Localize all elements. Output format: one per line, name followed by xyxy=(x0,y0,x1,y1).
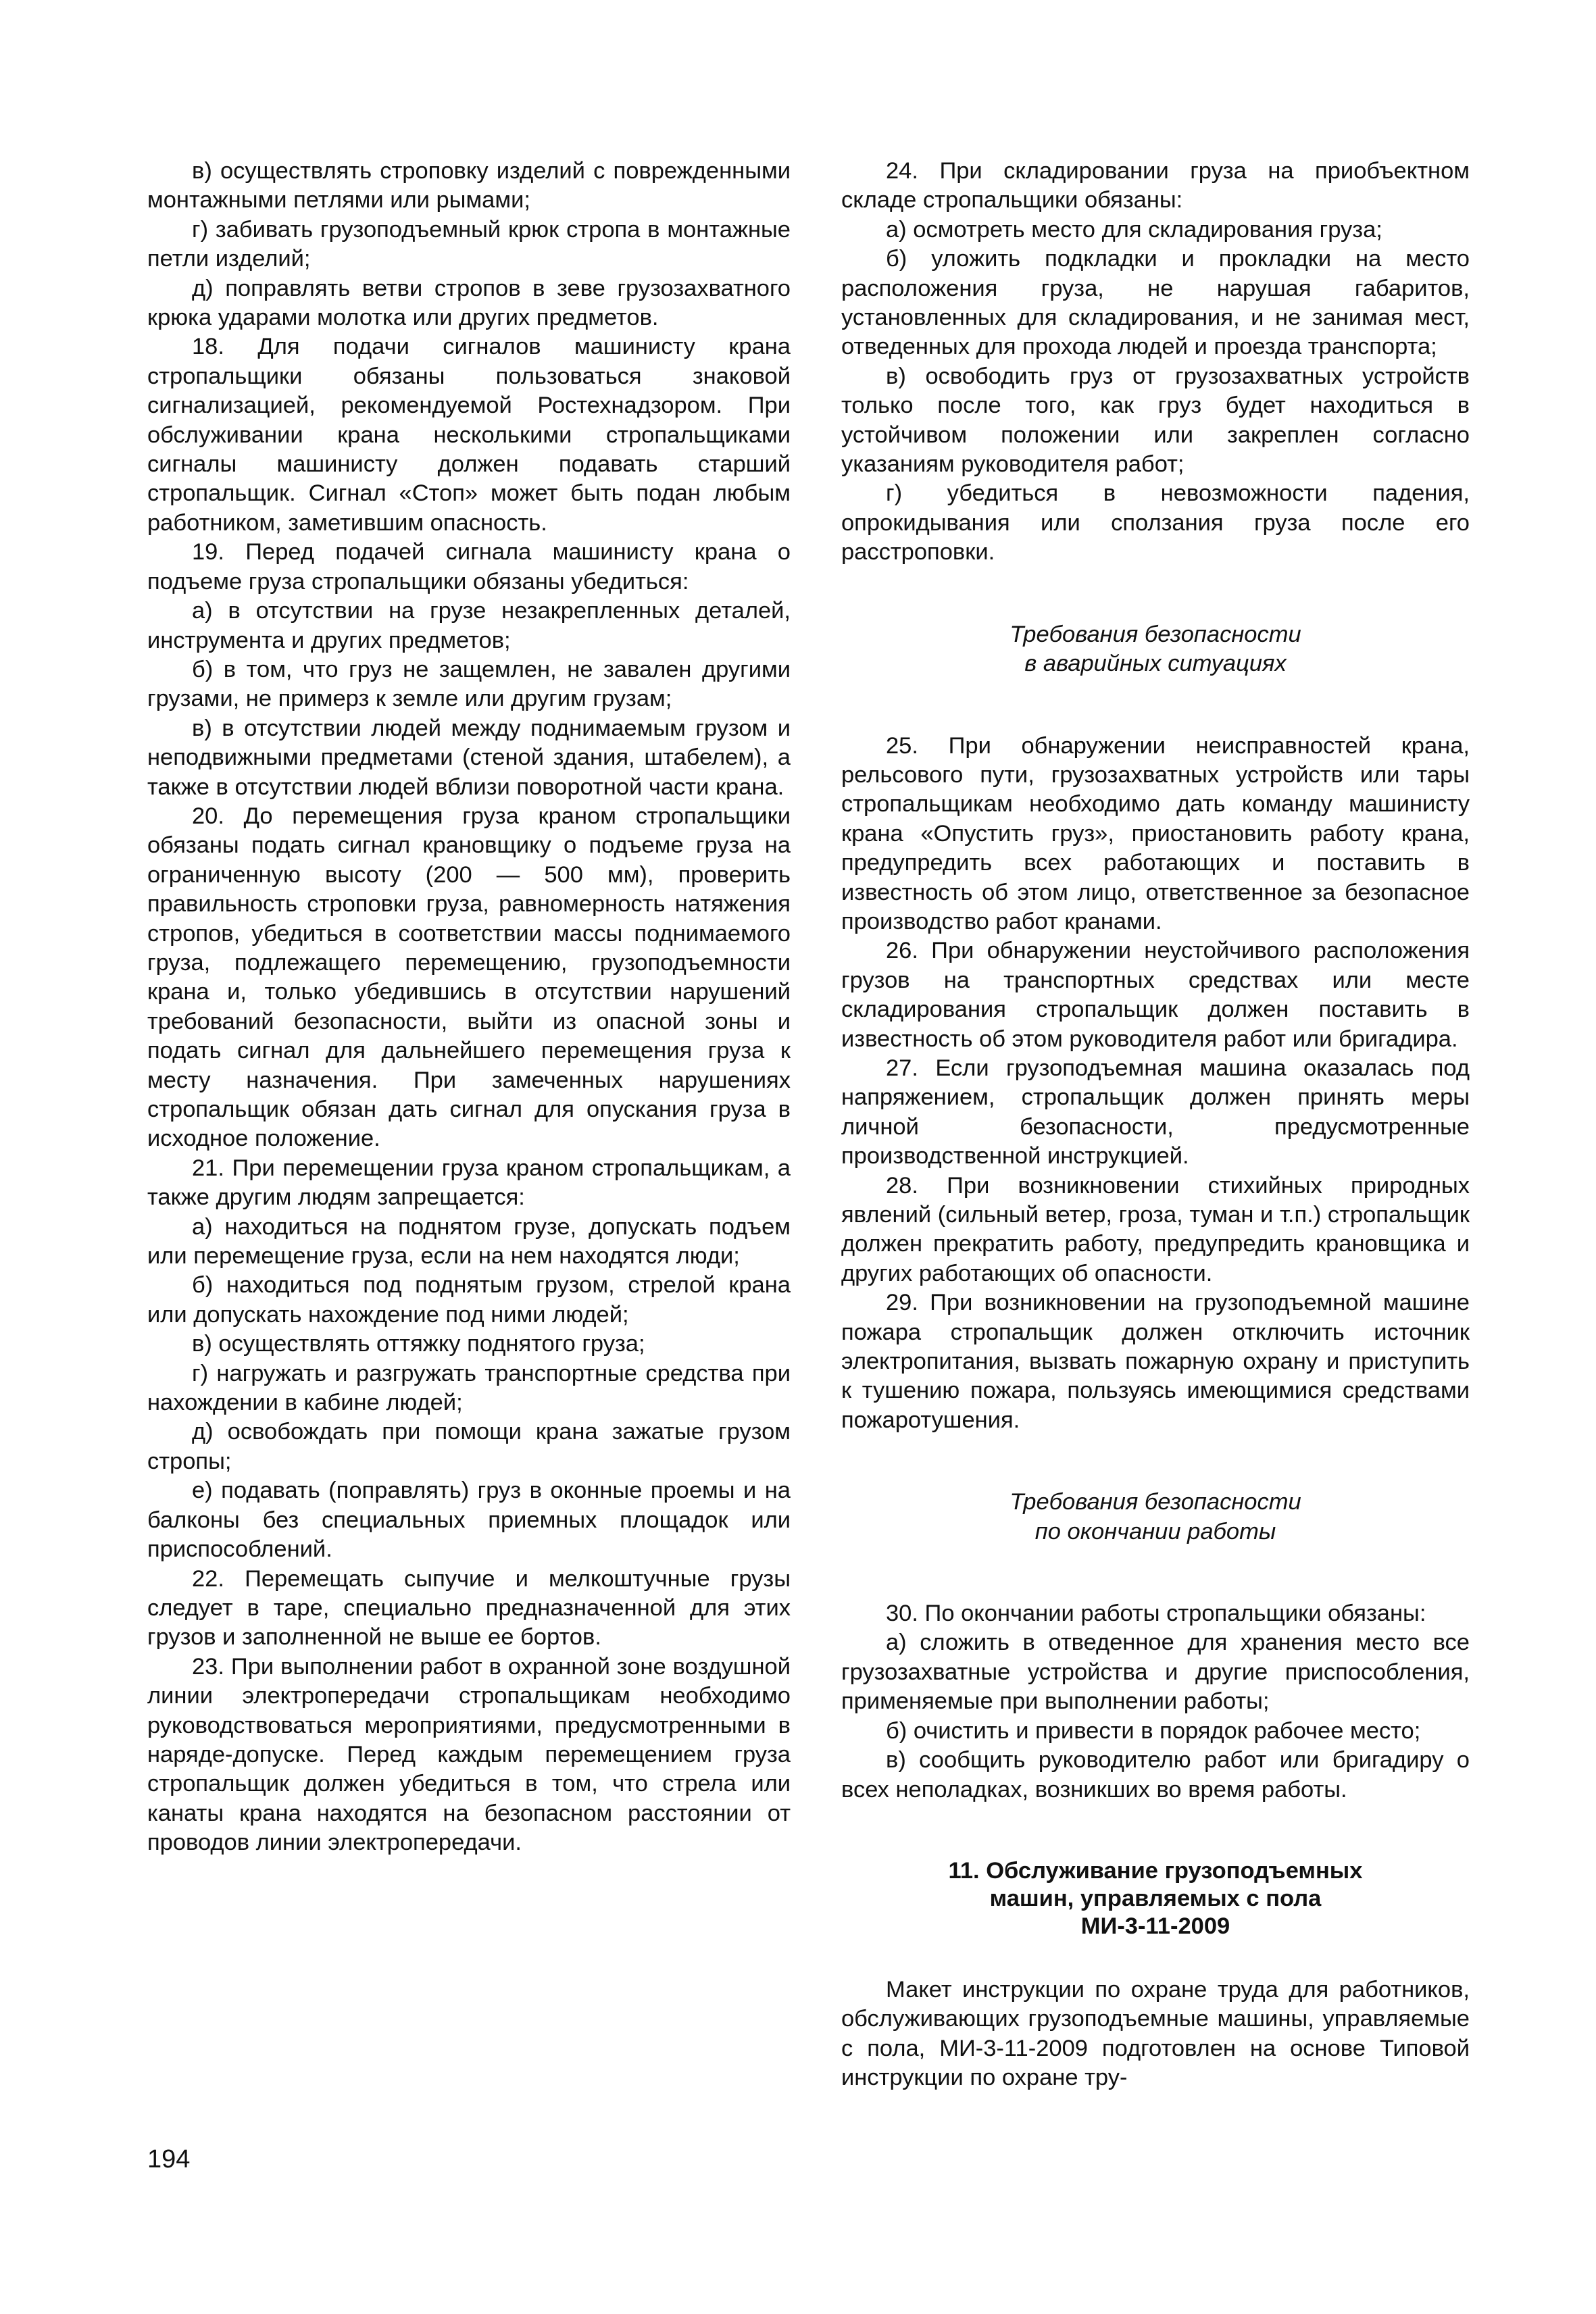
paragraph: в) осуществлять оттяжку поднятого груза; xyxy=(192,1331,645,1357)
paragraph: 21. При перемещении груза краном стропальщикам, а также другим людям запрещается: xyxy=(147,1155,791,1211)
paragraph: а) сложить в отведенное для хранения место все грузозахватные устройства и другие приспособления, применяемые при выполнении работы; xyxy=(841,1630,1470,1715)
paragraph: г) забивать грузоподъемный крюк стропа в монтажные петли изделий; xyxy=(147,216,791,272)
section-heading: 11. Обслуживание грузоподъемных машин, управляемых с пола МИ-3-11-2009 xyxy=(948,1857,1363,1939)
paragraph: а) в отсутствии на грузе незакрепленных деталей, инструмента и других предметов; xyxy=(147,598,791,653)
paragraph: г) убедиться в невозможности падения, опрокидывания или сползания груза после его расстроповки. xyxy=(841,480,1470,565)
paragraph: б) очистить и привести в порядок рабочее место; xyxy=(886,1717,1421,1744)
paragraph: г) нагружать и разгружать транспортные средства при нахождении в кабине людей; xyxy=(147,1360,791,1416)
paragraph: в) осуществлять строповку изделий с поврежденными монтажными петлями или рымами; xyxy=(147,158,791,213)
paragraph: в) освободить груз от грузозахватных устройств только после того, как груз будет находиться в устойчивом положении или закреплен согласно указаниям руководителя работ; xyxy=(841,363,1470,478)
paragraph: 20. До перемещения груза краном стропальщики обязаны подать сигнал крановщику о подъеме груза на ограниченную высоту (200 — 500 мм), проверить правильность строповки груза, равномерность натяжения стропов, убедиться в соответствии массы поднимаемого груза, подлежащего перемещению, грузоподъемности крана и, только убедившись в отсутствии нарушений требований безопасности, выйти из опасной зоны и подать сигнал для дальнейшего перемещения груза к месту назначения. При замеченных нарушениях стропальщик обязан дать сигнал для опускания груза в исходное положение. xyxy=(147,803,791,1152)
paragraph: 19. Перед подачей сигнала машинисту крана о подъеме груза стропальщики обязаны убедиться: xyxy=(147,539,791,595)
paragraph: в) в отсутствии людей между поднимаемым грузом и неподвижными предметами (стеной здания, штабелем), а также в отсутствии людей вблизи поворотной части крана. xyxy=(147,715,791,800)
paragraph: а) находиться на поднятом грузе, допускать подъем или перемещение груза, если на нем находятся люди; xyxy=(147,1213,791,1269)
paragraph: в) сообщить руководителю работ или бригадиру о всех неполадках, возникших во время работы. xyxy=(841,1747,1470,1803)
right-column xyxy=(841,157,1470,2093)
paragraph: 26. При обнаружении неустойчивого расположения грузов на транспортных средствах или месте складирования стропальщик должен поставить в известность об этом руководителя работ или бригадира. xyxy=(841,938,1470,1052)
paragraph: а) осмотреть место для складирования груза; xyxy=(886,216,1382,243)
paragraph: 29. При возникновении на грузоподъемной машине пожара стропальщик должен отключить источник электропитания, вызвать пожарную охрану и приступить к тушению пожара, пользуясь имеющимися средствами пожаротушения. xyxy=(841,1290,1470,1433)
paragraph: Макет инструкции по охране труда для работников, обслуживающих грузоподъемные машины, управляемые с пола, МИ-3-11-2009 подготовлен на основе Типовой инструкции по охране тру- xyxy=(841,1976,1470,2091)
paragraph: 30. По окончании работы стропальщики обязаны: xyxy=(886,1601,1426,1627)
left-column xyxy=(147,157,791,1858)
paragraph: д) поправлять ветви стропов в зеве грузозахватного крюка ударами молотка или других предметов. xyxy=(147,275,791,331)
paragraph: 27. Если грузоподъемная машина оказалась под напряжением, стропальщик должен принять меры личной безопасности, предусмотренные производственной инструкцией. xyxy=(841,1055,1470,1169)
paragraph: 24. При складировании груза на приобъектном складе стропальщики обязаны: xyxy=(841,158,1470,213)
paragraph: б) в том, что груз не защемлен, не завален другими грузами, не примерз к земле или другим грузам; xyxy=(147,656,791,712)
paragraph: б) находиться под поднятым грузом, стрелой крана или допускать нахождение под ними людей; xyxy=(147,1272,791,1328)
paragraph: б) уложить подкладки и прокладки на место расположения груза, не нарушая габаритов, установленных для складирования, и не занимая мест, отведенных для прохода людей и проезда транспорта; xyxy=(841,246,1470,360)
paragraph: 28. При возникновении стихийных природных явлений (сильный ветер, гроза, туман и т.п.) стропальщик должен прекратить работу, предупредить крановщика и других работающих об опасности. xyxy=(841,1172,1470,1286)
paragraph: д) освобождать при помощи крана зажатые грузом стропы; xyxy=(147,1419,791,1474)
paragraph: 25. При обнаружении неисправностей крана, рельсового пути, грузозахватных устройств или тары стропальщикам необходимо дать команду машинисту крана «Опустить груз», приостановить работу крана, предупредить всех работающих и поставить в известность об этом лицо, ответственное за безопасное производство работ кранами. xyxy=(841,732,1470,934)
paragraph: 22. Перемещать сыпучие и мелкоштучные грузы следует в таре, специально предназначенной для этих грузов и заполненной не выше ее бортов. xyxy=(147,1565,791,1651)
paragraph: 18. Для подачи сигналов машинисту крана стропальщики обязаны пользоваться знаковой сигнализацией, рекомендуемой Ростехнадзором. При обслуживании крана несколькими стропальщиками сигналы машинисту должен подавать старший стропальщик. Сигнал «Стоп» может быть подан любым работником, заметившим опасность. xyxy=(147,334,791,536)
paragraph: 23. При выполнении работ в охранной зоне воздушной линии электропередачи стропальщикам необходимо руководствоваться мероприятиями, предусмотренными в наряде-допуске. Перед каждым перемещением груза стропальщик должен убедиться в том, что стрела или канаты крана находятся на безопасном расстоянии от проводов линии электропередачи. xyxy=(147,1653,791,1856)
subheading-emergency: Требования безопасности в аварийных ситуациях xyxy=(1009,621,1301,677)
page-number: 194 xyxy=(147,2145,191,2173)
subheading-end-of-work: Требования безопасности по окончании работы xyxy=(1009,1489,1301,1544)
paragraph: е) подавать (поправлять) груз в оконные проемы и на балконы без специальных приемных площадок или приспособлений. xyxy=(147,1478,791,1563)
